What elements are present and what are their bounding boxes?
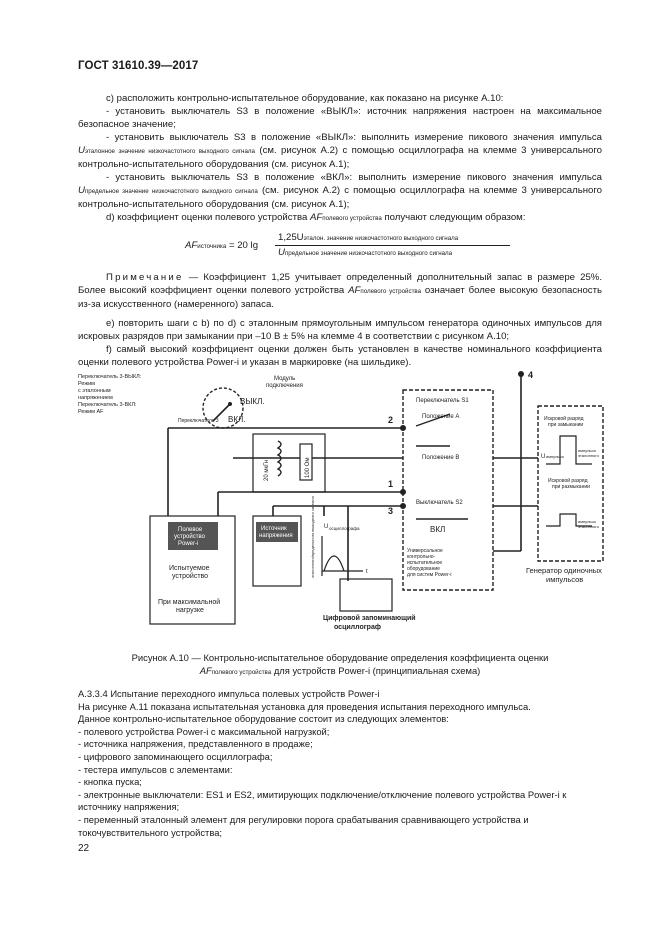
svg-text:осциллографа: осциллографа xyxy=(329,526,360,531)
steps-block xyxy=(78,317,602,369)
svg-text:импульсов: импульсов xyxy=(546,575,584,584)
fraction-bar xyxy=(275,245,510,246)
list-item: - цифрового запоминающего осциллографа; xyxy=(78,750,273,762)
oscilloscope-label: Цифровой запоминающий xyxy=(323,615,416,622)
sw3-on-label: Переключатель 3-ВКЛ: xyxy=(78,402,137,408)
note-block: Примечание — Коэффициент 1,25 учитывает определенный дополнительный запас в размере 25%. Более высокий коэффициент оценки полевого устройства AFполевого устройства означает более высокую безопасность из-за искусственного (намеренного) запаса. xyxy=(78,272,602,310)
item-switch-off-source: - установить выключатель S3 в положение «ВЫКЛ»: источник напряжения настроен на максимальное безопасное значение; xyxy=(78,106,602,130)
terminal-2: 2 xyxy=(388,415,394,425)
svg-text:эталонного: эталонного xyxy=(578,453,599,458)
section-heading: А.3.3.4 Испытание переходного импульса полевых устройств Power-i xyxy=(78,688,380,699)
pulse2-title: Искровой разряд xyxy=(548,478,588,484)
svg-text:для систем Power-i: для систем Power-i xyxy=(407,572,452,578)
figure-caption: Рисунок А.10 — Контрольно-испытательное оборудование определения коэффициента оценки AFполевого устройства для устройств Power-i (принципиальная схема) xyxy=(131,652,549,676)
list-item: - электронные выключатели: ES1 и ES2, имитирующих подключение/отключение полевого устройства Power-i к источнику напряжения; xyxy=(78,788,567,813)
inductor-label: 20 мкГн xyxy=(264,459,270,481)
svg-text:импульса: импульса xyxy=(546,454,564,459)
standard-header: ГОСТ 31610.39—2017 xyxy=(78,60,199,72)
module-label: Модуль xyxy=(274,376,296,382)
formula-lhs: AF xyxy=(185,240,198,251)
svg-text:U: U xyxy=(541,454,546,460)
terminal-3: 3 xyxy=(388,506,394,516)
step-f: f) самый высокий коэффициент оценки должен быть установлен в качестве номинального коэффициента оценки полевого устройства Power-i и указан в маркировке (на шильдике). xyxy=(78,344,602,368)
intro-block xyxy=(78,92,602,225)
item-measure-reference: - установить выключатель S3 в положение «ВЫКЛ»: выполнить измерение пикового значения импульса Uэталонное значение низкочастотного выходного сигнала (см. рисунок А.2) с помощью осциллографа на клемме 3 универсального контрольно-испытательного оборудования (см. рисунок А.1); xyxy=(78,132,602,170)
waveform-plot xyxy=(322,536,363,576)
generator-label: Генератор одиночных xyxy=(526,566,602,575)
s2-label: Выключатель S2 xyxy=(416,500,463,506)
s2-state: ВКЛ xyxy=(430,525,446,534)
switch-off-label: ВЫКЛ. xyxy=(240,397,265,406)
list-item: - источника напряжения, представленного в продаже; xyxy=(78,738,313,750)
item-measure-limit: - установить выключатель S3 в положение «ВКЛ»: выполнить измерение пикового значения импульса Uпредельное значение низкочастотного выходного сигнала (см. рисунок А.2) с помощью осциллографа на клемме 3 универсального контрольно-испытательного оборудования (см. рисунок А.1); xyxy=(78,172,602,210)
list-item: - кнопка пуска; xyxy=(78,776,142,788)
schematic-diagram xyxy=(78,366,608,646)
svg-text:при размыкании: при размыкании xyxy=(552,484,590,490)
step-e: e) повторить шаги с b) по d) с эталонным прямоугольным импульсом генератора одиночных импульсов для искровых разрядов при замыкании при –10 В ± 5% на клемме 4 в соответствии с рисунком А.10; xyxy=(78,318,602,342)
svg-text:Полевое: Полевое xyxy=(178,527,203,533)
figure-a10 xyxy=(78,366,608,646)
svg-text:подключения: подключения xyxy=(266,383,303,389)
svg-text:напряжения: напряжения xyxy=(259,533,293,539)
svg-text:импульса: импульса xyxy=(578,519,596,524)
position-a: Положение А xyxy=(422,414,460,420)
dut-label: Испытуемое xyxy=(169,565,210,572)
resistor-label: 100 Ом xyxy=(305,457,311,478)
svg-text:нагрузке: нагрузке xyxy=(176,607,204,614)
svg-text:Режим: Режим xyxy=(78,381,95,387)
svg-text:с эталонным: с эталонным xyxy=(78,388,111,394)
terminal-4: 4 xyxy=(528,370,534,380)
note-label: Примечание xyxy=(106,272,184,283)
universal-equipment-label: Универсальное xyxy=(407,548,443,554)
pulse1-title: Искровой разряд xyxy=(544,416,584,422)
section-a334: А.3.3.4 Испытание переходного импульса полевых устройств Power-i На рисунке А.11 показана испытательная установка для проведения испытания переходного импульса. Данное контрольно-испытательное оборудование состоит из следующих элементов: - полевого устройства Power-i с максимальной нагрузкой; - источника напряжения, представленного в продаже; - цифрового запоминающего осциллографа; - тестера импульсов с элементами: - кнопка пуска; - электронные выключатели: ES1 и ES2, имитирующих подключение/отключение полевого устройства Power-i к источнику напряжения; - переменный эталонный элемент для регулировки порога срабатывания сравнивающего устройства и токочувствительного устройства; xyxy=(78,688,608,839)
svg-text:испытательное: испытательное xyxy=(407,560,443,566)
list-item: - переменный эталонный элемент для регулировки порога срабатывания сравнивающего устройства и токочувствительного устройства; xyxy=(78,813,529,838)
s1-label: Переключатель S1 xyxy=(416,398,469,404)
svg-text:устройство: устройство xyxy=(174,534,205,540)
position-b: Положение В xyxy=(422,455,460,461)
svg-text:Режим AF: Режим AF xyxy=(78,409,104,415)
list-item: - полевого устройства Power-i с максимальной нагрузкой; xyxy=(78,725,330,737)
svg-text:контрольно-: контрольно- xyxy=(407,554,436,560)
max-load-label: При максимальной xyxy=(158,599,221,606)
switch-3-label: Переключатель 3 xyxy=(178,418,219,424)
svg-text:U: U xyxy=(324,524,329,530)
formula-eq: = 20 lg xyxy=(228,240,259,251)
svg-text:Power-i: Power-i xyxy=(178,541,199,547)
af-formula: AFисточника = 20 lg 1,25Uэталон. значение низкочастотного выходного сигнала Uпредельное значение низкочастотного выходного сигнала xyxy=(185,232,515,262)
formula-denominator: Uпредельное значение низкочастотного выходного сигнала xyxy=(278,247,453,258)
svg-text:устройство: устройство xyxy=(172,573,209,580)
voltage-source-block xyxy=(256,522,298,542)
svg-text:эталонного: эталонного xyxy=(578,524,599,529)
formula-numerator: 1,25Uэталон. значение низкочастотного выходного сигнала xyxy=(278,232,459,243)
switch-on-label: ВКЛ. xyxy=(228,415,246,424)
svg-text:осциллограф: осциллограф xyxy=(334,624,381,631)
page-number: 22 xyxy=(78,843,90,854)
svg-text:эталонного/предельного выходно: эталонного/предельного выходного сигнала xyxy=(310,496,315,578)
step-d: d) коэффициент оценки полевого устройства AFполевого устройства получают следующим образом: xyxy=(106,212,526,223)
svg-text:t: t xyxy=(366,569,368,575)
svg-text:Источник: Источник xyxy=(261,526,287,532)
terminal-1: 1 xyxy=(388,479,394,489)
svg-text:при замыкании: при замыкании xyxy=(548,422,584,428)
sw3-off-label: Переключатель 3-ВЫКЛ: xyxy=(78,374,142,380)
step-c: c) расположить контрольно-испытательное оборудование, как показано на рисунке А.10: xyxy=(106,93,504,104)
svg-text:импульса: импульса xyxy=(578,448,596,453)
svg-text:напряжением: напряжением xyxy=(78,395,113,401)
list-item: - тестера импульсов с элементами: xyxy=(78,763,233,775)
svg-text:оборудование: оборудование xyxy=(407,566,440,572)
